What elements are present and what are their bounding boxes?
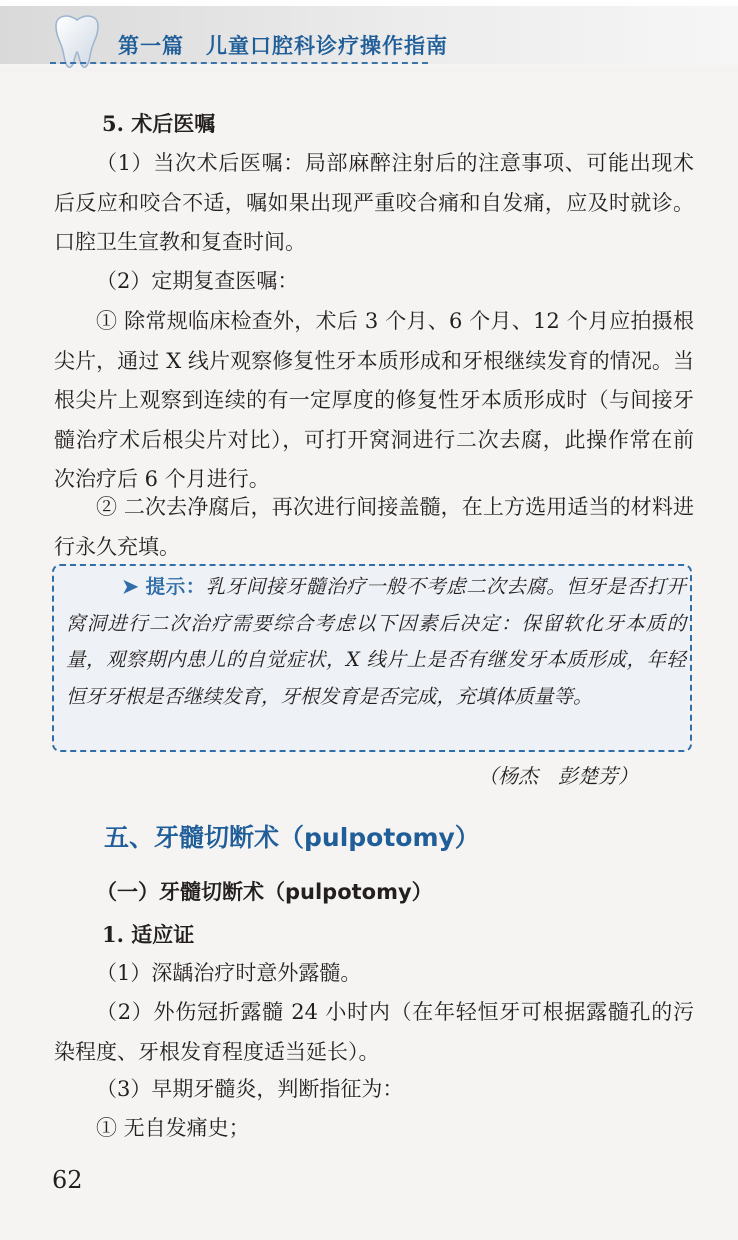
tip-text: 乳牙间接牙髓治疗一般不考虑二次去腐。恒牙是否打开窝洞进行二次治疗需要综合考虑以下因素后决定：保留软化牙本质的量，观察期内患儿的自觉症状，X 线片上是否有继发牙本质形成，年轻恒牙牙根是否继续发育，牙根发育是否完成，充填体质量等。 <box>66 575 686 708</box>
section-heading-postop: 5. 术后医嘱 <box>102 111 216 136</box>
authors: （杨杰 彭楚芳） <box>478 764 638 788</box>
indication-heading: 1. 适应证 <box>102 922 195 947</box>
indication-2: （2）外伤冠折露髓 24 小时内（在年轻恒牙可根据露髓孔的污染程度、牙根发育程度适当延长）。 <box>54 1000 694 1064</box>
indication-1: （1）深龋治疗时意外露髓。 <box>96 961 362 985</box>
paragraph-postop-4: ② 二次去净腐后，再次进行间接盖髓，在上方选用适当的材料进行永久充填。 <box>54 495 694 559</box>
paragraph-postop-2: （2）定期复查医嘱： <box>96 269 299 293</box>
header-title: 第一篇 儿童口腔科诊疗操作指南 <box>118 33 448 58</box>
paragraph-postop-1: （1）当次术后医嘱：局部麻醉注射后的注意事项、可能出现术后反应和咬合不适，嘱如果出现严重咬合痛和自发痛，应及时就诊。口腔卫生宣教和复查时间。 <box>54 151 694 254</box>
tip-box <box>52 564 692 752</box>
running-header <box>0 0 738 72</box>
indication-3: （3）早期牙髓炎，判断指征为： <box>96 1077 404 1101</box>
subsection-title-pulpotomy: （一）牙髓切断术（pulpotomy） <box>96 880 433 904</box>
header-dashed-rule <box>50 62 428 64</box>
indication-4: ① 无自发痛史； <box>96 1116 250 1140</box>
page-number: 62 <box>52 1166 83 1194</box>
tip-paragraph <box>66 569 686 715</box>
section-title-pulpotomy: 五、牙髓切断术（pulpotomy） <box>104 823 480 852</box>
paragraph-postop-3: ① 除常规临床检查外，术后 3 个月、6 个月、12 个月应拍摄根尖片，通过 X 线片观察修复性牙本质形成和牙根继续发育的情况。当根尖片上观察到连续的有一定厚度的修复性牙本质形成时（与间接牙髓治疗术后根尖片对比），可打开窝洞进行二次去腐，此操作常在前次治疗后 6 个月进行。 <box>54 309 694 491</box>
tip-label: ➤ 提示： <box>122 575 206 598</box>
